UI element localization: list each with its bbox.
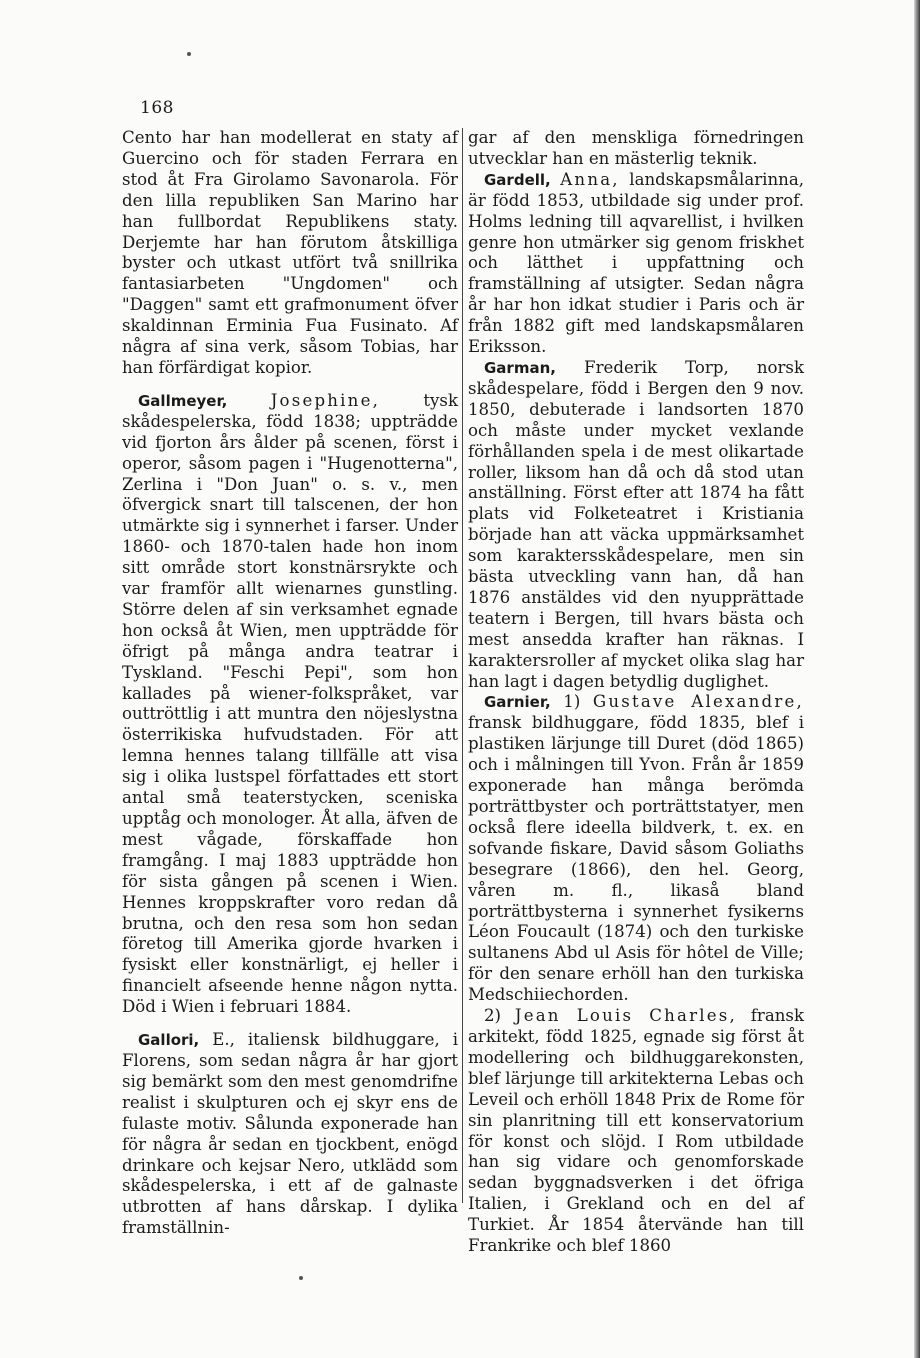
entry-number: 2) bbox=[484, 1006, 515, 1026]
entry-text: Frederik Torp, norsk skådespelare, född i Bergen den 9 nov. 1850, debuterade i landsorten 1870 och måste under mycket vexlande förhållanden spela i de mest olikartade roller, liksom han då och då stod utan anställning. Först efter att 1874 ha fått plats vid Folketeatret i Kristiania började han att väcka uppmärksamhet som karaktersskådespelare, men sin bästa utveckling vann han, då han 1876 anstäldes vid den nyupprättade teatern i Bergen, till hvars bästa och mest ansedda krafter han räknas. I karaktersroller af mycket olika slag har han lagt i dagen betydlig duglighet. bbox=[468, 357, 804, 691]
speck-mark bbox=[187, 52, 191, 56]
entry-gardell bbox=[468, 170, 804, 358]
entry-given-name: Josephine, bbox=[270, 390, 381, 410]
paragraph-continuation: gar af den menskliga förnedringen utvecklar han en mästerlig teknik. bbox=[468, 128, 804, 168]
entry-headword: Gardell, bbox=[484, 170, 551, 189]
page-edge-shadow bbox=[914, 0, 920, 1358]
page-number: 168 bbox=[140, 98, 174, 118]
entry-text: fransk bildhuggare, född 1835, blef i plastiken lärjunge till Duret (död 1865) och i målningen till Yvon. Från år 1859 exponerade han många berömda porträttbyster och porträttstatyer, men också flere ideella bildverk, t. ex. en sofvande fiskare, David såsom Goliaths besegrare (1866), den hel. Georg, våren m. fl., likaså bland porträttbysterna i synnerhet fysikerns Léon Foucault (1874) och den turkiske sultanens Abd ul Asis för hôtel de Ville; för den senare erhöll han den turkiska Medschiiechorden. bbox=[468, 713, 804, 1005]
paragraph-continuation: Cento har han modellerat en staty af Guercino och för staden Ferrara en stod åt Fra Girolamo Savonarola. För den lilla republiken San Marino har han fullbordat Republikens staty. Derjemte har han förutom åtskilliga byster och utkast utfört två snillrika fantasiarbeten "Ungdomen" och "Daggen" samt ett grafmonument öfver skaldinnan Erminia Fua Fusinato. Af några af sina verk, såsom Tobias, har han förfärdigat kopior. bbox=[122, 128, 458, 377]
speck-mark bbox=[299, 1276, 303, 1280]
entry-gallmeyer bbox=[122, 391, 458, 1018]
entry-garman bbox=[468, 358, 804, 693]
entry-garnier bbox=[468, 692, 804, 1006]
entry-text: landskapsmålarinna, är född 1853, utbildade sig under prof. Holms ledning till aqvarellist, i hvilken genre hon utmärker sig genom friskhet och lätthet i uppfattning och framställning af utsigter. Sedan några år har hon idkat studier i Paris och är från 1882 gift med landskapsmålaren Eriksson. bbox=[468, 169, 805, 357]
entry-headword: Garman, bbox=[484, 358, 556, 377]
entry-headword: Garnier, bbox=[484, 693, 551, 712]
left-column bbox=[122, 128, 458, 1239]
entry-text: tysk skådespelerska, född 1838; uppträdde vid fjorton års ålder på scenen, först i operor, såsom pagen i "Hugenotterna", Zerlina i "Don Juan" o. s. v., men öfvergick snart till talscenen, der hon utmärkte sig i synnerhet i farser. Under 1860- och 1870-talen hade hon inom sitt område stort konstnärsrykte och var framför allt wienarnes gunstling. Större delen af sin verksamhet egnade hon också åt Wien, men uppträdde för öfrigt på många andra teatrar i Tyskland. "Feschi Pepi", som hon kallades på wiener-folkspråket, var outtröttlig i att muntra den nöjeslystna österrikiska hufvudstaden. För att lemna hennes talang tillfälle att visa sig i olika lustspel författades ett stort antal små teaterstycken, sceniska upptåg och monologer. Åt alla, äfven de mest vågade, förskaffade hon framgång. I maj 1883 uppträdde hon för sista gången på scenen i Wien. Hennes kroppskrafter voro redan då brutna, och den resa som hon sedan företog till Amerika gjorde hvarken i fysiskt eller konstnärligt, ej heller i financielt afseende henne någon nytta. Död i Wien i februari 1884. bbox=[122, 390, 458, 1017]
entry-headword: Gallmeyer, bbox=[138, 391, 228, 410]
right-column bbox=[468, 128, 804, 1257]
entry-text: E., italiensk bildhuggare, i Florens, som sedan några år har gjort sig bemärkt som den mest genomdrifne realist i skulpturen och ej skyr ens de fulaste motiv. Sålunda exponerade han för några år sedan en tjockbent, enögd drinkare och kejsar Nero, utklädd som skådespelerska, i ett af de galnaste utbrotten af hans dårskap. I dylika framställnin- bbox=[122, 1030, 458, 1238]
entry-headword: Gallori, bbox=[138, 1031, 200, 1050]
entry-gallori bbox=[122, 1030, 458, 1239]
entry-given-name: Jean Louis Charles, bbox=[514, 1006, 737, 1026]
entry-number: 1) bbox=[550, 692, 593, 712]
column-divider bbox=[462, 128, 463, 1203]
entry-garnier-2 bbox=[468, 1006, 804, 1257]
entry-text: fransk arkitekt, född 1825, egnade sig först åt modellering och bildhuggarekonsten, blef lärjunge till arkitekterna Lebas och Leveil och erhöll 1848 Prix de Rome för sin planritning till ett konservatorium för konst och slöjd. I Rom utbildade han sig vidare och genomforskade sedan byggnadsverken i det öfriga Italien, i Grekland och en del af Turkiet. År 1854 återvände han till Frankrike och blef 1860 bbox=[468, 1006, 804, 1256]
entry-given-name: Anna, bbox=[560, 169, 620, 189]
entry-given-name: Gustave Alexandre, bbox=[592, 692, 804, 712]
